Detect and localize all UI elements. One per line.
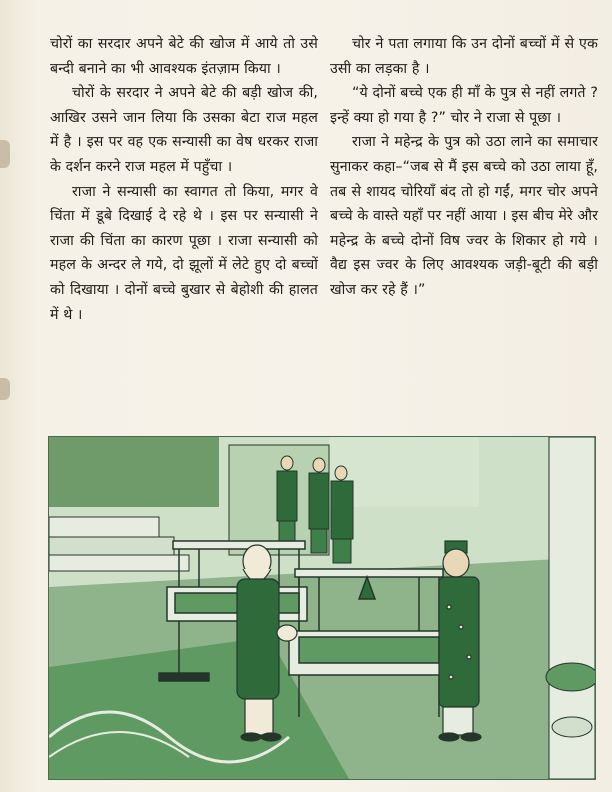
right-paragraph-3: राजा ने महेन्द्र के पुत्र को उठा लाने का समाचार सुनाकर कहा–“जब से मैं इस बच्चे को उठा लाया हूँ, तब से शायद चोरियाँ बंद तो हो गईं, मगर चोर अपने बच्चे के वास्ते यहाँ पर नहीं आया । इस बीच मेरे और महेन्द्र के बच्चे दोनों विष ज्वर के शिकार हो गये । वैद्य इस ज्वर के लिए आवश्यक जड़ी-बूटी की बड़ी खोज कर रहे हैं ।” [330,134,598,298]
right-text-column [330,32,598,303]
steps [49,517,159,537]
left-paragraph-2: चोरों के सरदार ने अपने बेटे की बड़ी खोज की, आखिर उसने जान लिया कि उसका बेटा राज महल में है । इस पर वह एक सन्यासी का वेष धरकर राजा के दर्शन करने राज महल में पहुँचा । [50,85,318,175]
left-paragraph-1: चोरों का सरदार अपने बेटे की खोज में आये तो उसे बन्दी बनाने का भी आवश्यक इंतज़ाम किया । [50,36,318,77]
right-paragraph-2: “ये दोनों बच्चे एक ही माँ के पुत्र से नहीं लगते ? इन्हें क्या हो गया है ?” चोर ने राजा से पूछा । [330,85,598,126]
right-paragraph-1: चोर ने पता लगाया कि उन दोनों बच्चों में से एक उसी का लड़का है । [330,36,598,77]
binding-mark-bottom [0,378,10,400]
binding-mark-top [0,140,10,168]
wall-panel-left [49,437,219,507]
left-text-column [50,32,318,327]
illustration-svg [49,437,595,779]
left-paragraph-3: राजा ने सन्यासी का स्वागत तो किया, मगर वे चिंता में डूबे दिखाई दे रहे थे । इस पर सन्यासी ने राजा की चिंता का कारण पूछा । राजा सन्यासी को महल के अन्दर ले गये, दो झूलों में लेटे हुए दो बच्चों को दिखाया । दोनों बच्चे बुखार से बेहोशी की हालत में थे । [50,183,318,323]
story-illustration [48,436,596,780]
